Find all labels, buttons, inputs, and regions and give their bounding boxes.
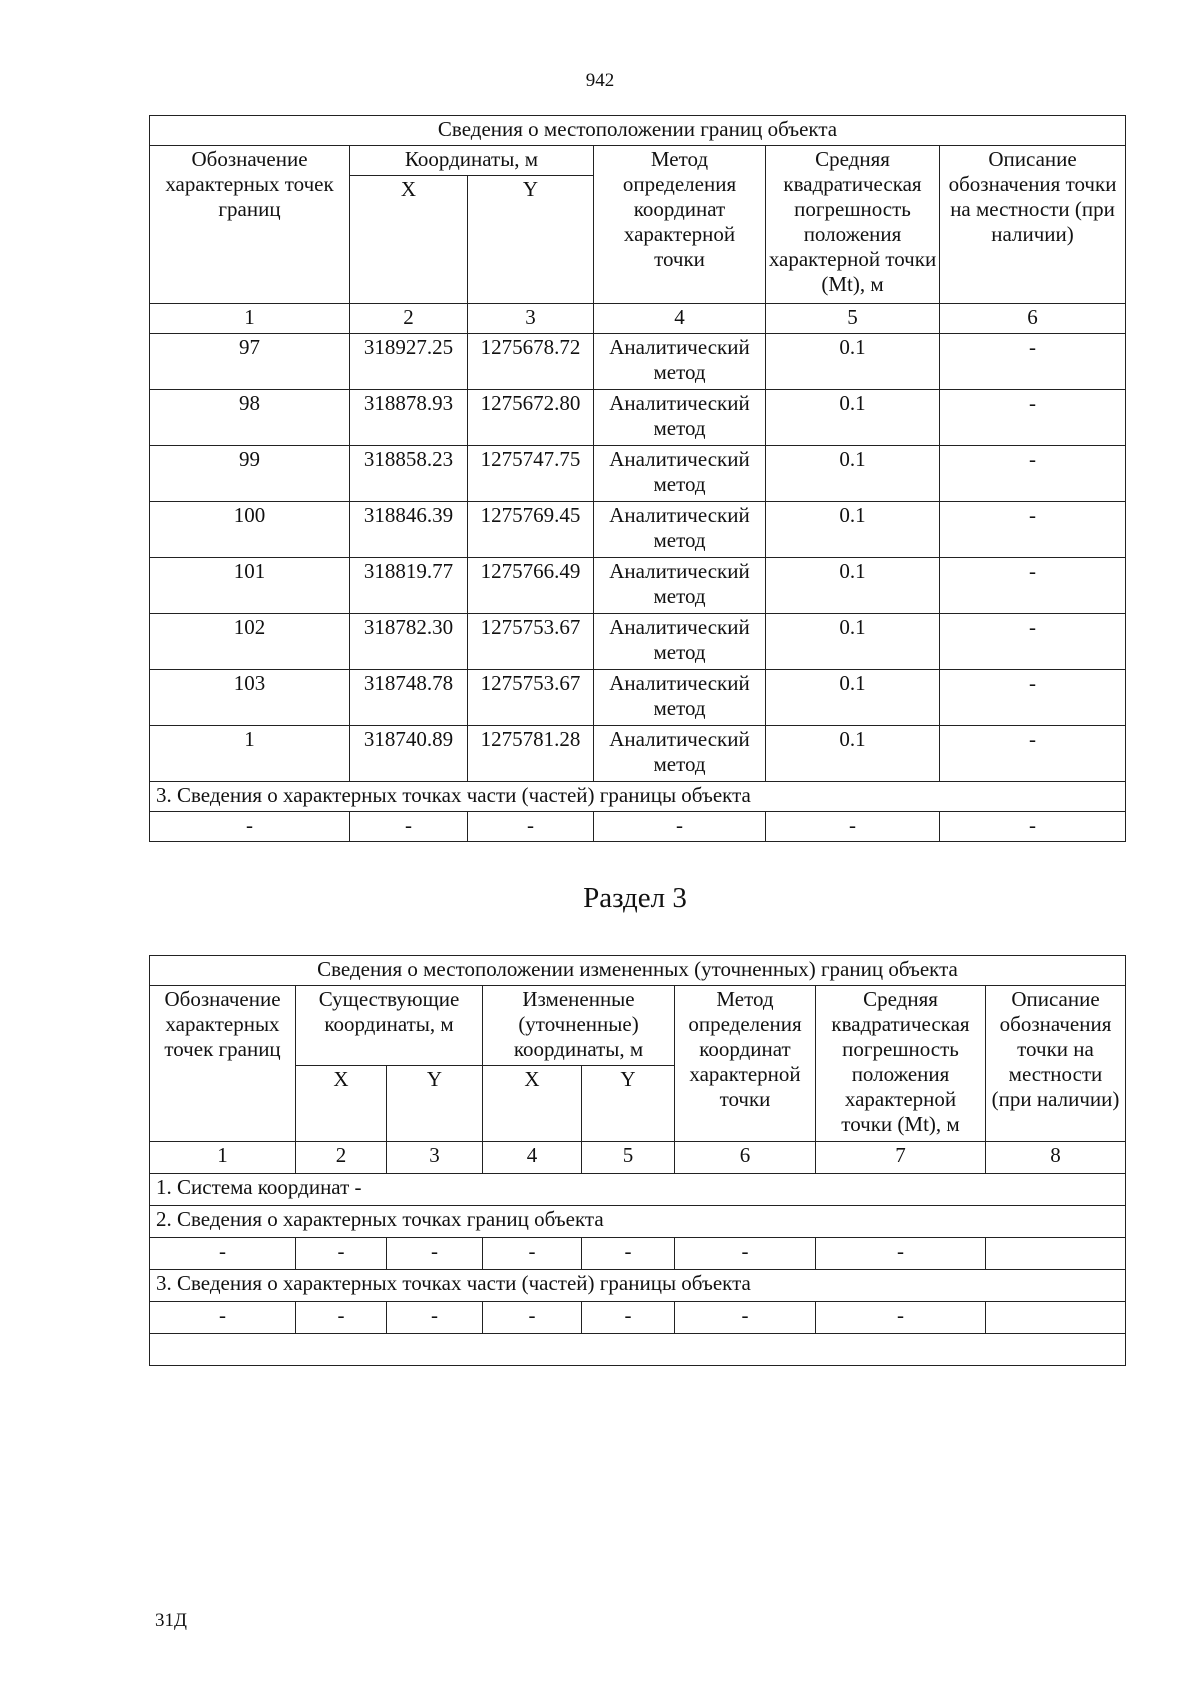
coord-y: 1275672.80 (468, 390, 594, 446)
coord-x: 318846.39 (350, 502, 468, 558)
method: Аналитический метод (594, 726, 766, 782)
header-description: Описание обозначения точки на местности (при наличии) (986, 986, 1126, 1142)
boundary-location-table (149, 115, 1126, 842)
col-number: 8 (986, 1142, 1126, 1174)
col-number: 3 (387, 1142, 483, 1174)
method: Аналитический метод (594, 390, 766, 446)
col-number: 4 (483, 1142, 582, 1174)
empty-cell: - (387, 1302, 483, 1334)
col-number: 1 (150, 304, 350, 334)
error-value: 0.1 (766, 334, 940, 390)
empty-cell: - (350, 812, 468, 842)
coord-y: 1275766.49 (468, 558, 594, 614)
empty-cell: - (150, 1302, 296, 1334)
col-number: 1 (150, 1142, 296, 1174)
header-method: Метод определения координат характерной точки (675, 986, 816, 1142)
col-number: 3 (468, 304, 594, 334)
method: Аналитический метод (594, 502, 766, 558)
error-value: 0.1 (766, 670, 940, 726)
header-point: Обозначение характерных точек границ (150, 986, 296, 1142)
header-point: Обозначение характерных точек границ (150, 146, 350, 304)
header-changed-coordinates: Измененные (уточненные) координаты, м (483, 986, 675, 1066)
table-row (150, 502, 1126, 558)
header-x: X (483, 1066, 582, 1142)
point-id: 97 (150, 334, 350, 390)
coord-y: 1275781.28 (468, 726, 594, 782)
header-method: Метод определения координат характерной точки (594, 146, 766, 304)
header-x: X (350, 176, 468, 304)
description: - (940, 446, 1126, 502)
header-y: Y (582, 1066, 675, 1142)
coord-x: 318740.89 (350, 726, 468, 782)
points-heading: 2. Сведения о характерных точках границ объекта (150, 1206, 1126, 1238)
header-y: Y (387, 1066, 483, 1142)
empty-cell: - (816, 1302, 986, 1334)
coord-y: 1275753.67 (468, 614, 594, 670)
empty-cell (986, 1238, 1126, 1270)
error-value: 0.1 (766, 446, 940, 502)
page-number: 942 (585, 70, 615, 91)
empty-cell: - (766, 812, 940, 842)
coord-x: 318878.93 (350, 390, 468, 446)
point-id: 1 (150, 726, 350, 782)
header-error: Средняя квадратическая погрешность положения характерной точки (Mt), м (766, 146, 940, 304)
coord-y: 1275769.45 (468, 502, 594, 558)
table-row (150, 1302, 1126, 1334)
coordinate-system-row: 1. Система координат - (150, 1174, 1126, 1206)
table-row (150, 812, 1126, 842)
table-row (150, 446, 1126, 502)
header-error: Средняя квадратическая погрешность положения характерной точки (Mt), м (816, 986, 986, 1142)
table-row (150, 334, 1126, 390)
empty-cell: - (582, 1302, 675, 1334)
empty-cell: - (468, 812, 594, 842)
description: - (940, 558, 1126, 614)
empty-cell: - (582, 1238, 675, 1270)
empty-cell: - (483, 1302, 582, 1334)
coord-x: 318782.30 (350, 614, 468, 670)
header-y: Y (468, 176, 594, 304)
table-row (150, 614, 1126, 670)
document-code: 31Д (155, 1610, 187, 1631)
empty-cell: - (150, 1238, 296, 1270)
point-id: 98 (150, 390, 350, 446)
coord-x: 318927.25 (350, 334, 468, 390)
column-number-row (150, 304, 1126, 334)
section-title: Раздел 3 (583, 882, 687, 914)
method: Аналитический метод (594, 558, 766, 614)
empty-cell: - (296, 1238, 387, 1270)
empty-cell: - (940, 812, 1126, 842)
table-row (150, 558, 1126, 614)
method: Аналитический метод (594, 446, 766, 502)
point-id: 103 (150, 670, 350, 726)
col-number: 2 (350, 304, 468, 334)
table-title: Сведения о местоположении измененных (уточненных) границ объекта (150, 956, 1126, 986)
point-id: 101 (150, 558, 350, 614)
description: - (940, 614, 1126, 670)
coord-y: 1275678.72 (468, 334, 594, 390)
table-row (150, 726, 1126, 782)
coord-y: 1275747.75 (468, 446, 594, 502)
description: - (940, 670, 1126, 726)
col-number: 6 (675, 1142, 816, 1174)
coord-x: 318858.23 (350, 446, 468, 502)
col-number: 6 (940, 304, 1126, 334)
col-number: 2 (296, 1142, 387, 1174)
point-id: 99 (150, 446, 350, 502)
header-existing-coordinates: Существующие координаты, м (296, 986, 483, 1066)
error-value: 0.1 (766, 558, 940, 614)
error-value: 0.1 (766, 502, 940, 558)
empty-cell: - (387, 1238, 483, 1270)
error-value: 0.1 (766, 390, 940, 446)
empty-cell: - (483, 1238, 582, 1270)
description: - (940, 334, 1126, 390)
empty-row (150, 1334, 1126, 1366)
empty-cell: - (675, 1302, 816, 1334)
table-title: Сведения о местоположении границ объекта (150, 116, 1126, 146)
error-value: 0.1 (766, 614, 940, 670)
method: Аналитический метод (594, 334, 766, 390)
empty-cell: - (816, 1238, 986, 1270)
empty-cell: - (296, 1302, 387, 1334)
description: - (940, 502, 1126, 558)
parts-heading: 3. Сведения о характерных точках части (частей) границы объекта (150, 1270, 1126, 1302)
empty-cell (986, 1302, 1126, 1334)
coord-x: 318819.77 (350, 558, 468, 614)
table-row (150, 1238, 1126, 1270)
coord-x: 318748.78 (350, 670, 468, 726)
empty-cell: - (150, 812, 350, 842)
empty-cell: - (594, 812, 766, 842)
table-row (150, 670, 1126, 726)
point-id: 102 (150, 614, 350, 670)
col-number: 7 (816, 1142, 986, 1174)
method: Аналитический метод (594, 670, 766, 726)
changed-boundary-table (149, 955, 1126, 1366)
col-number: 5 (582, 1142, 675, 1174)
empty-cell: - (675, 1238, 816, 1270)
col-number: 4 (594, 304, 766, 334)
description: - (940, 390, 1126, 446)
col-number: 5 (766, 304, 940, 334)
error-value: 0.1 (766, 726, 940, 782)
header-coordinates: Координаты, м (350, 146, 594, 176)
description: - (940, 726, 1126, 782)
parts-heading: 3. Сведения о характерных точках части (частей) границы объекта (150, 782, 1126, 812)
header-x: X (296, 1066, 387, 1142)
header-description: Описание обозначения точки на местности (при наличии) (940, 146, 1126, 304)
method: Аналитический метод (594, 614, 766, 670)
point-id: 100 (150, 502, 350, 558)
column-number-row (150, 1142, 1126, 1174)
coord-y: 1275753.67 (468, 670, 594, 726)
table-row (150, 390, 1126, 446)
